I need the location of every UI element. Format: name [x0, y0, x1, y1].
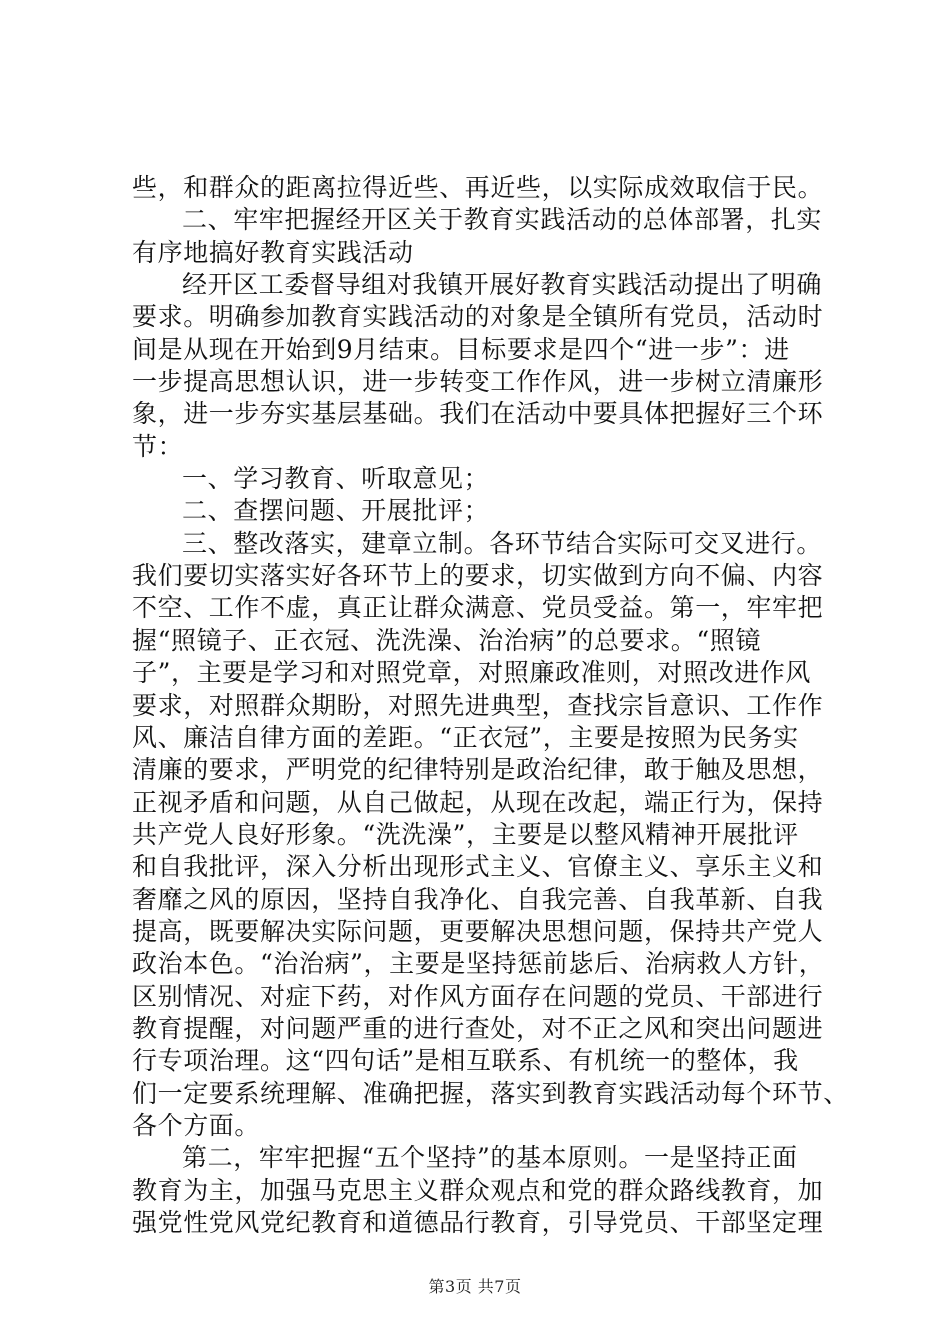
text-line: 节：	[132, 431, 184, 461]
text-line: 行专项治理。这“四句话”是相互联系、有机统一的整体，我	[132, 1046, 799, 1076]
text-line: 清廉的要求，严明党的纪律特别是政治纪律，敢于触及思想，	[132, 755, 824, 785]
text-line: 一步提高思想认识，进一步转变工作作风，进一步树立清廉形	[132, 367, 824, 397]
text-line: 要求。明确参加教育实践活动的对象是全镇所有党员，活动时	[132, 302, 824, 332]
text-line: 们一定要系统理解、准确把握，落实到教育实践活动每个环节、	[132, 1078, 849, 1108]
text-line: 经开区工委督导组对我镇开展好教育实践活动提出了明确	[182, 270, 823, 300]
text-line: 不空、工作不虚，真正让群众满意、党员受益。第一，牢牢把	[132, 593, 824, 623]
text-line: 区别情况、对症下药，对作风方面存在问题的党员、干部进行	[132, 981, 824, 1011]
document-body	[132, 172, 849, 1239]
text-line: 教育为主，加强马克思主义群众观点和党的群众路线教育，加	[132, 1175, 824, 1205]
page-number-footer: 第3页 共7页	[428, 1277, 522, 1296]
text-line: 强党性党风党纪教育和道德品行教育，引导党员、干部坚定理	[132, 1208, 824, 1237]
text-line: 各个方面。	[132, 1110, 261, 1140]
section-heading-line: 二、牢牢把握经开区关于教育实践活动的总体部署，扎实	[182, 205, 823, 235]
list-item: 二、查摆问题、开展批评；	[182, 496, 490, 526]
text-line: 和自我批评，深入分析出现形式主义、官僚主义、享乐主义和	[132, 852, 824, 882]
text-line: 子”，主要是学习和对照党章，对照廉政准则，对照改进作风	[132, 658, 811, 688]
text-line: 风、廉洁自律方面的差距。“正衣冠”，主要是按照为民务实	[132, 722, 799, 752]
text-line: 我们要切实落实好各环节上的要求，切实做到方向不偏、内容	[132, 561, 824, 591]
text-line: 间是从现在开始到9月结束。目标要求是四个“进一步”：进	[132, 334, 790, 364]
text-line: 提高，既要解决实际问题，更要解决思想问题，保持共产党人	[132, 916, 824, 946]
text-line: 要求，对照群众期盼，对照先进典型，查找宗旨意识、工作作	[132, 690, 824, 720]
text-line: 教育提醒，对问题严重的进行查处，对不正之风和突出问题进	[132, 1013, 824, 1043]
list-item: 三、整改落实，建章立制。各环节结合实际可交叉进行。	[182, 528, 823, 558]
text-line: 奢靡之风的原因，坚持自我净化、自我完善、自我革新、自我	[132, 884, 824, 914]
text-line: 政治本色。“治治病”，主要是坚持惩前毖后、治病救人方针，	[132, 949, 825, 979]
text-line: 共产党人良好形象。“洗洗澡”，主要是以整风精神开展批评	[132, 819, 799, 849]
section-heading-line: 有序地搞好教育实践活动	[132, 237, 414, 267]
text-line: 象，进一步夯实基层基础。我们在活动中要具体把握好三个环	[132, 399, 824, 429]
text-line: 些，和群众的距离拉得近些、再近些，以实际成效取信于民。	[132, 173, 824, 202]
text-line: 握“照镜子、正衣冠、洗洗澡、治治病”的总要求。“照镜	[132, 625, 761, 655]
text-line: 第二，牢牢把握“五个坚持”的基本原则。一是坚持正面	[182, 1143, 798, 1173]
text-line: 正视矛盾和问题，从自己做起，从现在改起，端正行为，保持	[132, 787, 824, 817]
list-item: 一、学习教育、听取意见；	[182, 464, 490, 494]
